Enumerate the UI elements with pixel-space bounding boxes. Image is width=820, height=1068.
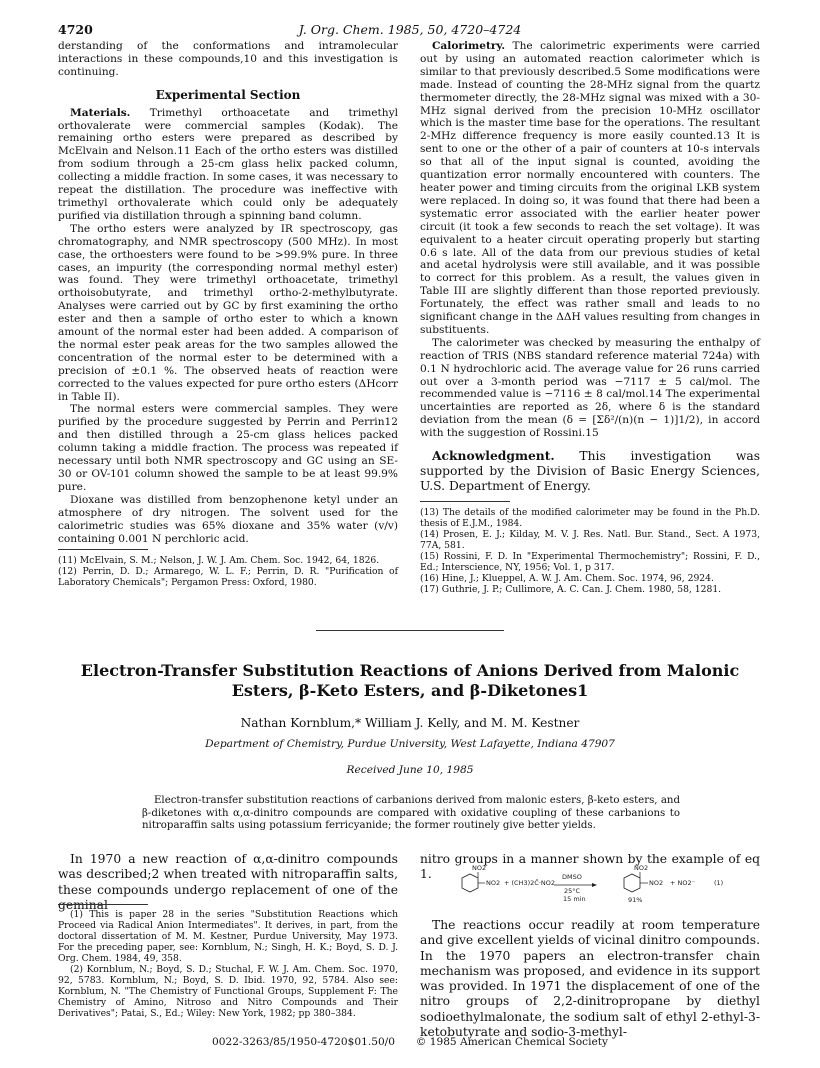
page-footer (0, 1036, 820, 1048)
title-line: Electron-Transfer Substitution Reactions of Anions Derived from Malonic (80, 661, 740, 680)
section-title: Experimental Section (155, 87, 301, 102)
cyclohexane-ring-left (462, 874, 478, 892)
materials-text: Trimethyl orthoacetate and trimethyl orthovalerate were commercial samples (Kodak). The remaining ortho esters were prepared as described by McElvain and Nelson.11 Each of the ortho esters was distilled from sodium through a 25-cm glass helix packed column, collecting a middle fraction. In some cases, it was necessary to repeat the distillation. The procedure was ineffective with trimethyl orthovalerate which could only be adequately purified via distillation through a spinning band column. (58, 106, 398, 222)
left-footnotes (58, 555, 398, 588)
reagent-label: + (CH3)2C̄·NO2 (504, 879, 556, 887)
affiliation: Department of Chemistry, Purdue University, West Lafayette, Indiana 47907 (205, 738, 615, 750)
materials-paragraph (58, 107, 398, 223)
byproduct-label: + NO2⁻ (670, 879, 696, 887)
footnote-item: (16) Hine, J.; Klueppel, A. W. J. Am. Chem. Soc. 1974, 96, 2924. (420, 573, 714, 584)
authors: Nathan Kornblum,* William J. Kelly, and M. M. Kestner (240, 716, 580, 730)
article-code: 0022-3263/85/1950-4720$01.50/0 (212, 1036, 395, 1048)
article-footnotes (58, 909, 398, 1019)
left-column (58, 40, 398, 545)
equation-diagram (452, 868, 752, 908)
footnote-item: (13) The details of the modified calorimeter may be found in the Ph.D. thesis of E.J.M., 1984. (420, 507, 760, 529)
received-date: Received June 10, 1985 (346, 764, 474, 776)
arrowhead (592, 883, 597, 887)
footnote-divider (58, 549, 148, 550)
body-left-paragraph: In 1970 a new reaction of α,α-dinitro compounds was described;2 when treated with nitroparaffin salts, these compounds undergo replacement of one of the geminal (58, 852, 398, 912)
title-line: Esters, β-Keto Esters, and β-Diketones1 (231, 681, 589, 700)
body-right-paragraph: The reactions occur readily at room temperature and give excellent yields of vicinal dinitro compounds. In the 1970 papers an electron-transfer chain mechanism was proposed, and evidence in its support was provided. In 1971 the displacement of one of the nitro groups of 2,2-dinitropropane by diethyl sodioethylmalonate, the sodium salt of ethyl 2-ethyl-3-ketobutyrate and sodio-3-methyl- (420, 918, 760, 1040)
nitro-label: NO2 (649, 879, 664, 887)
abstract: Electron-transfer substitution reactions of carbanions derived from malonic esters, β-keto esters, and β-diketones with α,α-dinitro compounds are compared with oxidative coupling of these carbanions to nitroparaffin salts using potassium ferricyanide; the former routinely give better yields. (142, 795, 680, 832)
yield-label: 91% (628, 896, 643, 904)
intro-paragraph: derstanding of the conformations and intramolecular interactions in these compounds,10 and this investigation is continuing. (58, 40, 398, 78)
acknowledgment-text: This investigation was supported by the Division of Basic Energy Sciences, U.S. Department of Energy. (420, 449, 760, 494)
footnote-divider (420, 501, 510, 502)
acknowledgment-heading: Acknowledgment. (432, 448, 555, 464)
footnote-item: (15) Rossini, F. D. In "Experimental Thermochemistry"; Rossini, F. D., Ed.; Interscience, NY, 1956; Vol. 1, p 317. (420, 551, 760, 573)
article-title (40, 661, 780, 701)
equation-number: (1) (714, 879, 724, 887)
footnote-item: (2) Kornblum, N.; Boyd, S. D.; Stuchal, F. W. J. Am. Chem. Soc. 1970, 92, 5783. Kornblum, N.; Boyd, S. D. Ibid. 1970, 92, 5784. Also see: Kornblum, N. "The Chemistry of Functional Groups, Supplement F: The Chemistry of Amino, Nitroso and Nitro Compounds and Their Derivatives"; Patai, S., Ed.; Wiley: New York, 1982; pp 380–384. (58, 964, 398, 1019)
footnote-item: (17) Guthrie, J. P.; Cullimore, A. C. Can. J. Chem. 1980, 58, 1281. (420, 584, 722, 595)
solvent-label: DMSO (562, 873, 582, 881)
acknowledgment (420, 448, 760, 494)
temperature-label: 25°C (564, 887, 581, 895)
footnote-divider (58, 904, 148, 905)
calorimetry-heading: Calorimetry. (432, 40, 506, 52)
paragraph-normal-esters: The normal esters were commercial samples. They were purified by the procedure suggested by Perrin and Perrin12 and then distilled through a 25-cm glass helices packed column taking a middle fraction. The process was repeated if necessary until both NMR spectroscopy and GC using an SE-30 or OV-101 column showed the sample to be at least 99.9% pure. (58, 403, 398, 493)
footnote-item: (1) This is paper 28 in the series "Substitution Reactions which Proceed via Radical Anion Intermediates". It derives, in part, from the doctoral dissertation of M. M. Kestner, Purdue University, May 1973. For the preceding paper, see: Kornblum, N.; Singh, H. K.; Boyd, S. D. J. Org. Chem. 1984, 49, 358. (58, 909, 398, 964)
nitro-label: NO2 (486, 879, 501, 887)
paragraph-calibration: The calorimeter was checked by measuring the enthalpy of reaction of TRIS (NBS standard reference material 724a) with 0.1 N hydrochloric acid. The average value for 26 runs carried out over a 3-month period was −7117 ± 5 cal/mol. The recommended value is −7116 ± 8 cal/mol.14 The experimental uncertainties are reported as 2δ, where δ is the standard deviation from the mean (δ = [Σδ²/(n)(n − 1)]1/2), in accord with the suggestion of Rossini.15 (420, 336, 760, 440)
copyright: © 1985 American Chemical Society (415, 1036, 608, 1048)
footnote-item: (14) Prosen, E. J.; Kilday, M. V. J. Res. Natl. Bur. Stand., Sect. A 1973, 77A, 581. (420, 529, 760, 551)
page-number: 4720 (58, 22, 93, 37)
body-right-intro: nitro groups in a manner shown by the example of eq 1. (420, 852, 760, 882)
calorimetry-text: The calorimetric experiments were carried out by using an automated reaction calorimeter which is similar to that previously described.5 Some modifications were made. Instead of counting the 28-MHz signal from the quartz thermometer directly, the 28-MHz signal was mixed with a 30-MHz signal derived from the precision 10-MHz oscillator which is the master time base for the operations. The resultant 2-MHz difference frequency is more easily counted.13 It is sent to one or the other of a pair of counters at 10-s intervals so that all of the input signal is counted, avoiding the quantization error normally encountered with counters. The heater power and timing circuits from the original LKB system were replaced. In doing so, it was found that there had been a systematic error associated with the earlier heater power circuit (it took a few seconds to reach the set voltage). It was equivalent to a heater circuit operating properly but starting 0.6 s late. All of the data from our previous studies of ketal and acetal hydrolysis were still available, and it was possible to correct for this problem. As a result, the values given in Table III are slightly different than those reported previously. Fortunately, the effect was rather small and leads to no significant change in the ΔΔH values resulting from changes in substituents. (420, 40, 761, 336)
cyclohexane-ring-right (624, 874, 640, 892)
time-label: 15 min (563, 895, 586, 903)
nitro-label: NO2 (472, 864, 487, 872)
calorimetry-paragraph (420, 40, 760, 337)
journal-citation: J. Org. Chem. 1985, 50, 4720–4724 (298, 22, 522, 37)
footnote-item: (12) Perrin, D. D.; Armarego, W. L. F.; Perrin, D. R. "Purification of Laboratory Chemicals"; Pergamon Press: Oxford, 1980. (58, 566, 398, 588)
nitro-label: NO2 (634, 864, 649, 872)
materials-heading: Materials. (70, 106, 131, 119)
footnote-item: (11) McElvain, S. M.; Nelson, J. W. J. Am. Chem. Soc. 1942, 64, 1826. (58, 555, 380, 566)
right-column (420, 40, 760, 494)
article-separator (316, 630, 504, 631)
right-footnotes (420, 507, 760, 595)
paragraph-ortho-esters: The ortho esters were analyzed by IR spectroscopy, gas chromatography, and NMR spectroscopy (500 MHz). In most case, the orthoesters were found to be >99.9% pure. In three cases, an impurity (the corresponding normal methyl ester) was found. They were trimethyl orthoacetate, trimethyl orthoisobutyrate, and trimethyl ortho-2-methylbutyrate. Analyses were carried out by GC by first examining the ortho ester and then a sample of ortho ester to which a known amount of the normal ester had been added. A comparison of the normal ester peak areas for the two samples allowed the concentration of the normal ester to be determined with a precision of ±0.1 %. The observed heats of reaction were corrected to the values expected for pure ortho esters (ΔHcorr in Table II). (58, 222, 398, 403)
paragraph-dioxane: Dioxane was distilled from benzophenone ketyl under an atmosphere of dry nitrogen. The solvent used for the calorimetric studies was 65% dioxane and 35% water (v/v) containing 0.001 N perchloric acid. (58, 493, 398, 545)
